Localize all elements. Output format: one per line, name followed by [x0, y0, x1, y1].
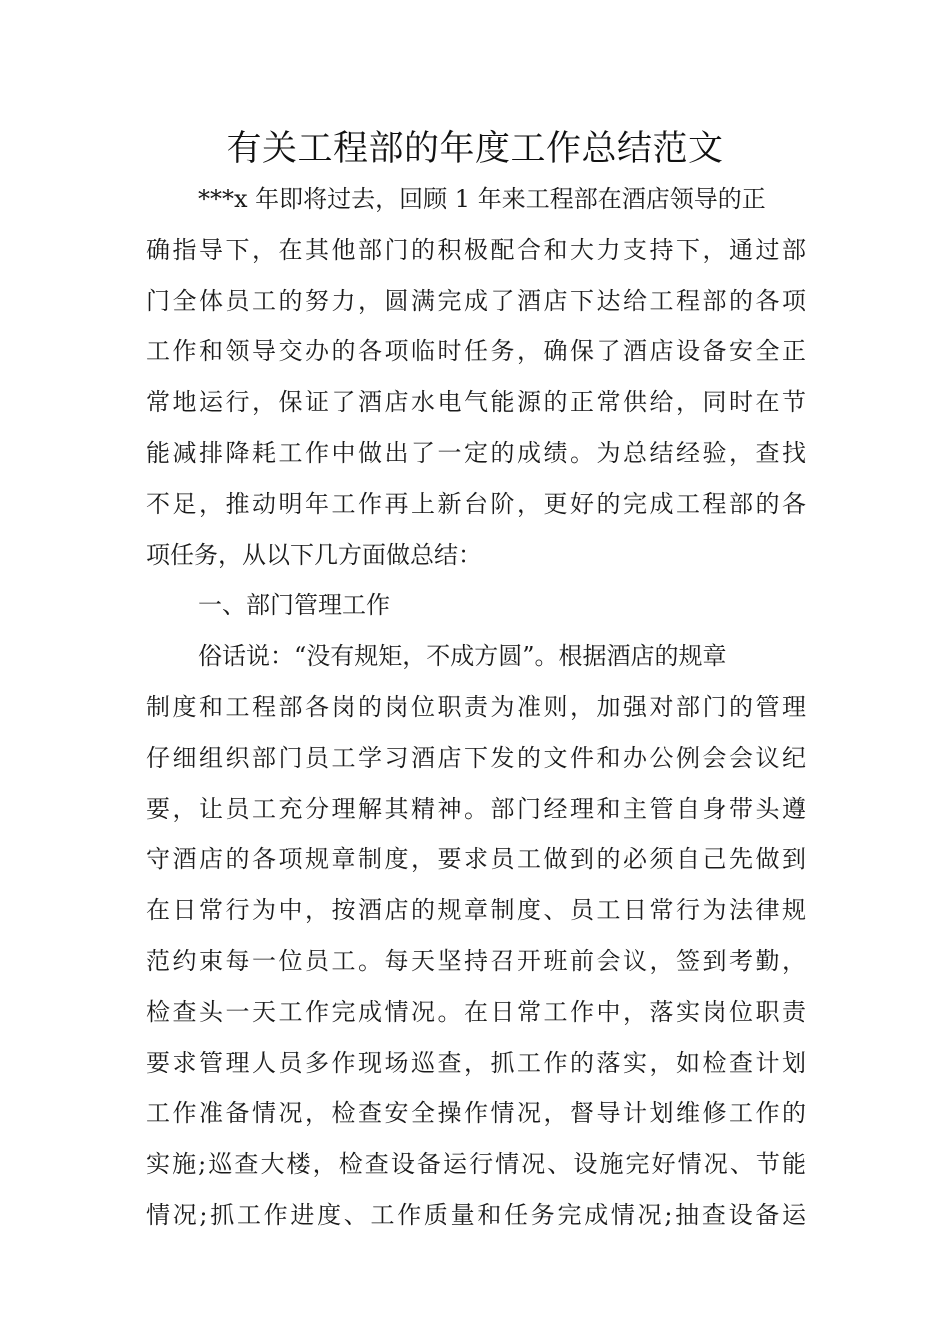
paragraph-line: ***x 年即将过去，回顾 1 年来工程部在酒店领导的正: [198, 185, 766, 213]
paragraph-line: 项任务，从以下几方面做总结：: [146, 540, 482, 569]
paragraph-line: 要求管理人员多作现场巡查，抓工作的落实，如检查计划: [146, 1048, 806, 1077]
paragraph-line: 工作和领导交办的各项临时任务，确保了酒店设备安全正: [146, 337, 806, 366]
paragraph-line: 俗话说：“没有规矩，不成方圆”。根据酒店的规章: [198, 642, 727, 671]
paragraph-line: 检查头一天工作完成情况。在日常工作中，落实岗位职责: [146, 997, 806, 1026]
document-title: 有关工程部的年度工作总结范文: [226, 129, 724, 169]
paragraph-line: 制度和工程部各岗的岗位职责为准则，加强对部门的管理: [146, 692, 806, 721]
paragraph-line: 仔细组织部门员工学习酒店下发的文件和办公例会会议纪: [146, 743, 806, 772]
paragraph-line: 在日常行为中，按酒店的规章制度、员工日常行为法律规: [146, 896, 806, 925]
paragraph-line: 门全体员工的努力，圆满完成了酒店下达给工程部的各项: [146, 286, 806, 315]
paragraph-line: 常地运行，保证了酒店水电气能源的正常供给，同时在节: [146, 388, 806, 417]
document-body: [146, 174, 806, 1241]
paragraph-line: 守酒店的各项规章制度，要求员工做到的必须自己先做到: [146, 845, 806, 874]
paragraph-line: 要，让员工充分理解其精神。部门经理和主管自身带头遵: [146, 794, 806, 823]
paragraph-line: 实施;巡查大楼，检查设备运行情况、设施完好情况、节能: [146, 1150, 806, 1179]
paragraph-line: 不足，推动明年工作再上新台阶，更好的完成工程部的各: [146, 489, 806, 518]
paragraph-line: 情况;抓工作进度、工作质量和任务完成情况;抽查设备运: [146, 1200, 806, 1229]
section-heading: 一、部门管理工作: [198, 591, 390, 620]
paragraph-line: 工作准备情况，检查安全操作情况，督导计划维修工作的: [146, 1099, 806, 1128]
paragraph-line: 能减排降耗工作中做出了一定的成绩。为总结经验，查找: [146, 438, 806, 467]
paragraph-line: 范约束每一位员工。每天坚持召开班前会议，签到考勤，: [146, 946, 806, 975]
paragraph-line: 确指导下，在其他部门的积极配合和大力支持下，通过部: [146, 235, 806, 264]
